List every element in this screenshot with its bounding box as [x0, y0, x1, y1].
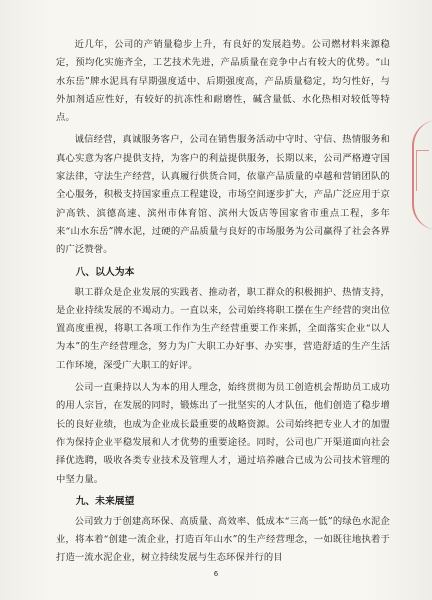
- paragraph-talent: 公司一直秉持以人为本的用人理念，始终贯彻为员工创造机会帮助员工成功的用人宗旨，在发展的同时，锻炼出了一批坚实的人才队伍，他们创造了稳步增长的良好业绩，也成为企业成长最重要的战略资源。公司始终把专业人才的加盟作为保持企业平稳发展和人才优势的重要途径。同时，公司也广开渠道面向社会择优选聘，吸收各类专业技术及管理人才，通过培养融合已成为公司技术管理的中坚力量。: [56, 382, 390, 485]
- paragraph-product-quality: 近几年，公司的产销量稳步上升，有良好的发展趋势。公司燃材料来源稳定，预均化实施齐全，工艺技术先进，产品质量在竞争中占有较大的优势。“山水东岳”牌水泥具有早期强度适中、后期强度高，产品质量稳定，均匀性好，与外加剂适应性好，有较好的抗冻性和耐磨性，碱含量低、水化热相对较低等特点。: [56, 39, 390, 124]
- red-seal-mark: [416, 150, 429, 191]
- paragraph-employees: 职工群众是企业发展的实践者、推动者，职工群众的积极拥护、热情支持，是企业持续发展的不竭动力。一直以来，公司始终将职工摆在生产经营的突出位置高度重视，将职工各项工作作为生产经营重要工作来抓，全面落实企业“以人为本”的生产经营理念，努力为广大职工办好事、办实事，营造舒适的生产生活工作环境，深受广大职工的好评。: [56, 286, 390, 371]
- heading-future-outlook: 九、未来展望: [75, 495, 135, 507]
- paragraph-integrity-service: 诚信经营，真诚服务客户，公司在销售服务活动中守时、守信、热情服务和真心实意为客户提供支持，为客户的利益提供服务，长期以来，公司严格遵守国家法律，守法生产经营，认真履行供货合同，依靠产品质量的卓越和营销团队的全心服务，积极支持国家重点工程建设，市场空间逐步扩大，产品广泛应用于京沪高铁、滨德高速、滨州市体育馆、滨州大饭店等国家省市重点工程，多年来“山水东岳”牌水泥，过硬的产品质量与良好的市场服务为公司赢得了社会各界的广泛赞誉。: [56, 134, 390, 256]
- document-body: [56, 36, 390, 572]
- paragraph-future: 公司致力于创建高环保、高质量、高效率、低成本“三高一低”的绿色水泥企业，将本着“创建一流企业，打造百年山水”的生产经营理念，一如既往地执着于打造一流水泥企业，树立持续发展与生态环保并行的目: [56, 515, 390, 564]
- page-number: 6: [213, 570, 219, 578]
- heading-people-oriented: 八、以人为本: [75, 266, 135, 278]
